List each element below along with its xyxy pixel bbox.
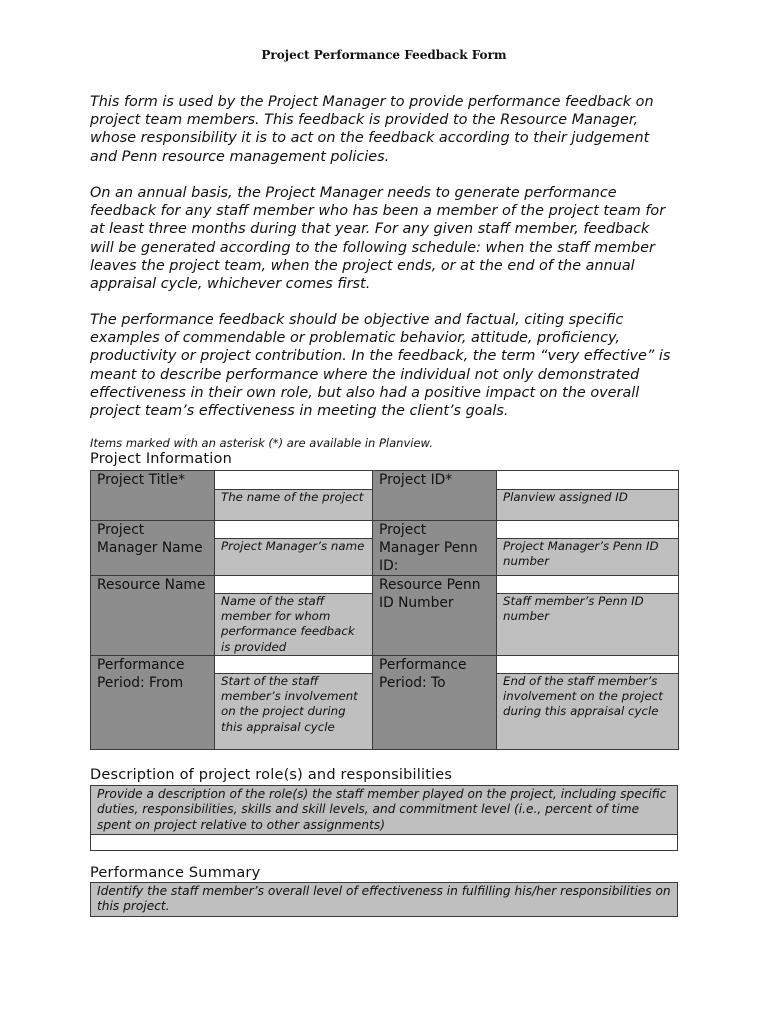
intro-paragraph: This form is used by the Project Manager to provide performance feedback on project team members. This feedback is provided to the Resource Manager, whose responsibility it is to act on the feedback according to their judgement and Penn resource management policies. xyxy=(90,94,654,165)
project-manager-penn-id-hint: Project Manager’s Penn ID number xyxy=(497,539,679,576)
role-responsibilities-heading: Description of project role(s) and responsibilities xyxy=(90,767,453,783)
role-responsibilities-box xyxy=(90,785,678,851)
project-information-heading: Project Information xyxy=(90,451,232,467)
project-title-field[interactable] xyxy=(215,471,373,490)
resource-penn-id-hint: Staff member’s Penn ID number xyxy=(497,594,679,656)
performance-period-to-label: Performance Period: To xyxy=(373,656,497,750)
resource-name-field[interactable] xyxy=(215,576,373,594)
performance-period-to-hint: End of the staff member’s involvement on the project during this appraisal cycle xyxy=(497,674,679,750)
asterisk-note: Items marked with an asterisk (*) are available in Planview. xyxy=(90,436,433,450)
project-id-hint: Planview assigned ID xyxy=(497,490,679,521)
project-title-label: Project Title* xyxy=(91,471,215,521)
project-manager-penn-id-field[interactable] xyxy=(497,521,679,539)
project-information-table xyxy=(90,470,679,750)
project-title-hint: The name of the project xyxy=(215,490,373,521)
role-responsibilities-field[interactable] xyxy=(91,834,677,850)
resource-penn-id-field[interactable] xyxy=(497,576,679,594)
performance-period-from-field[interactable] xyxy=(215,656,373,674)
performance-summary-heading: Performance Summary xyxy=(90,865,261,881)
resource-penn-id-label: Resource Penn ID Number xyxy=(373,576,497,656)
performance-summary-hint: Identify the staff member’s overall level of effectiveness in fulfilling his/her responsibilities on this project. xyxy=(91,883,677,916)
performance-period-to-field[interactable] xyxy=(497,656,679,674)
performance-period-from-label: Performance Period: From xyxy=(91,656,215,750)
project-id-field[interactable] xyxy=(497,471,679,490)
performance-summary-box xyxy=(90,882,678,917)
role-responsibilities-hint: Provide a description of the role(s) the staff member played on the project, including specific duties, responsibilities, skills and skill levels, and commitment level (i.e., percent of time spent on project relative to other assignments) xyxy=(91,786,677,834)
project-manager-name-field[interactable] xyxy=(215,521,373,539)
performance-period-from-hint: Start of the staff member’s involvement on the project during this appraisal cycle xyxy=(215,674,373,750)
resource-name-label: Resource Name xyxy=(91,576,215,656)
project-manager-name-hint: Project Manager’s name xyxy=(215,539,373,576)
project-manager-name-label: Project Manager Name xyxy=(91,521,215,576)
project-id-label: Project ID* xyxy=(373,471,497,521)
project-manager-penn-id-label: Project Manager Penn ID: xyxy=(373,521,497,576)
form-title: Project Performance Feedback Form xyxy=(261,48,507,62)
resource-name-hint: Name of the staff member for whom performance feedback is provided xyxy=(215,594,373,656)
schedule-paragraph: On an annual basis, the Project Manager needs to generate performance feedback for any staff member who has been a member of the project team for at least three months during that year. For any given staff member, feedback will be generated according to the following schedule: when the staff member leaves the project team, when the project ends, or at the end of the annual appraisal cycle, whichever comes first. xyxy=(90,185,666,293)
guidance-paragraph: The performance feedback should be objective and factual, citing specific examples of commendable or problematic behavior, attitude, proficiency, productivity or project contribution. In the feedback, the term “very effective” is meant to describe performance where the individual not only demonstrated effectiveness in their own role, but also had a positive impact on the overall project team’s effectiveness in meeting the client’s goals. xyxy=(90,312,671,420)
